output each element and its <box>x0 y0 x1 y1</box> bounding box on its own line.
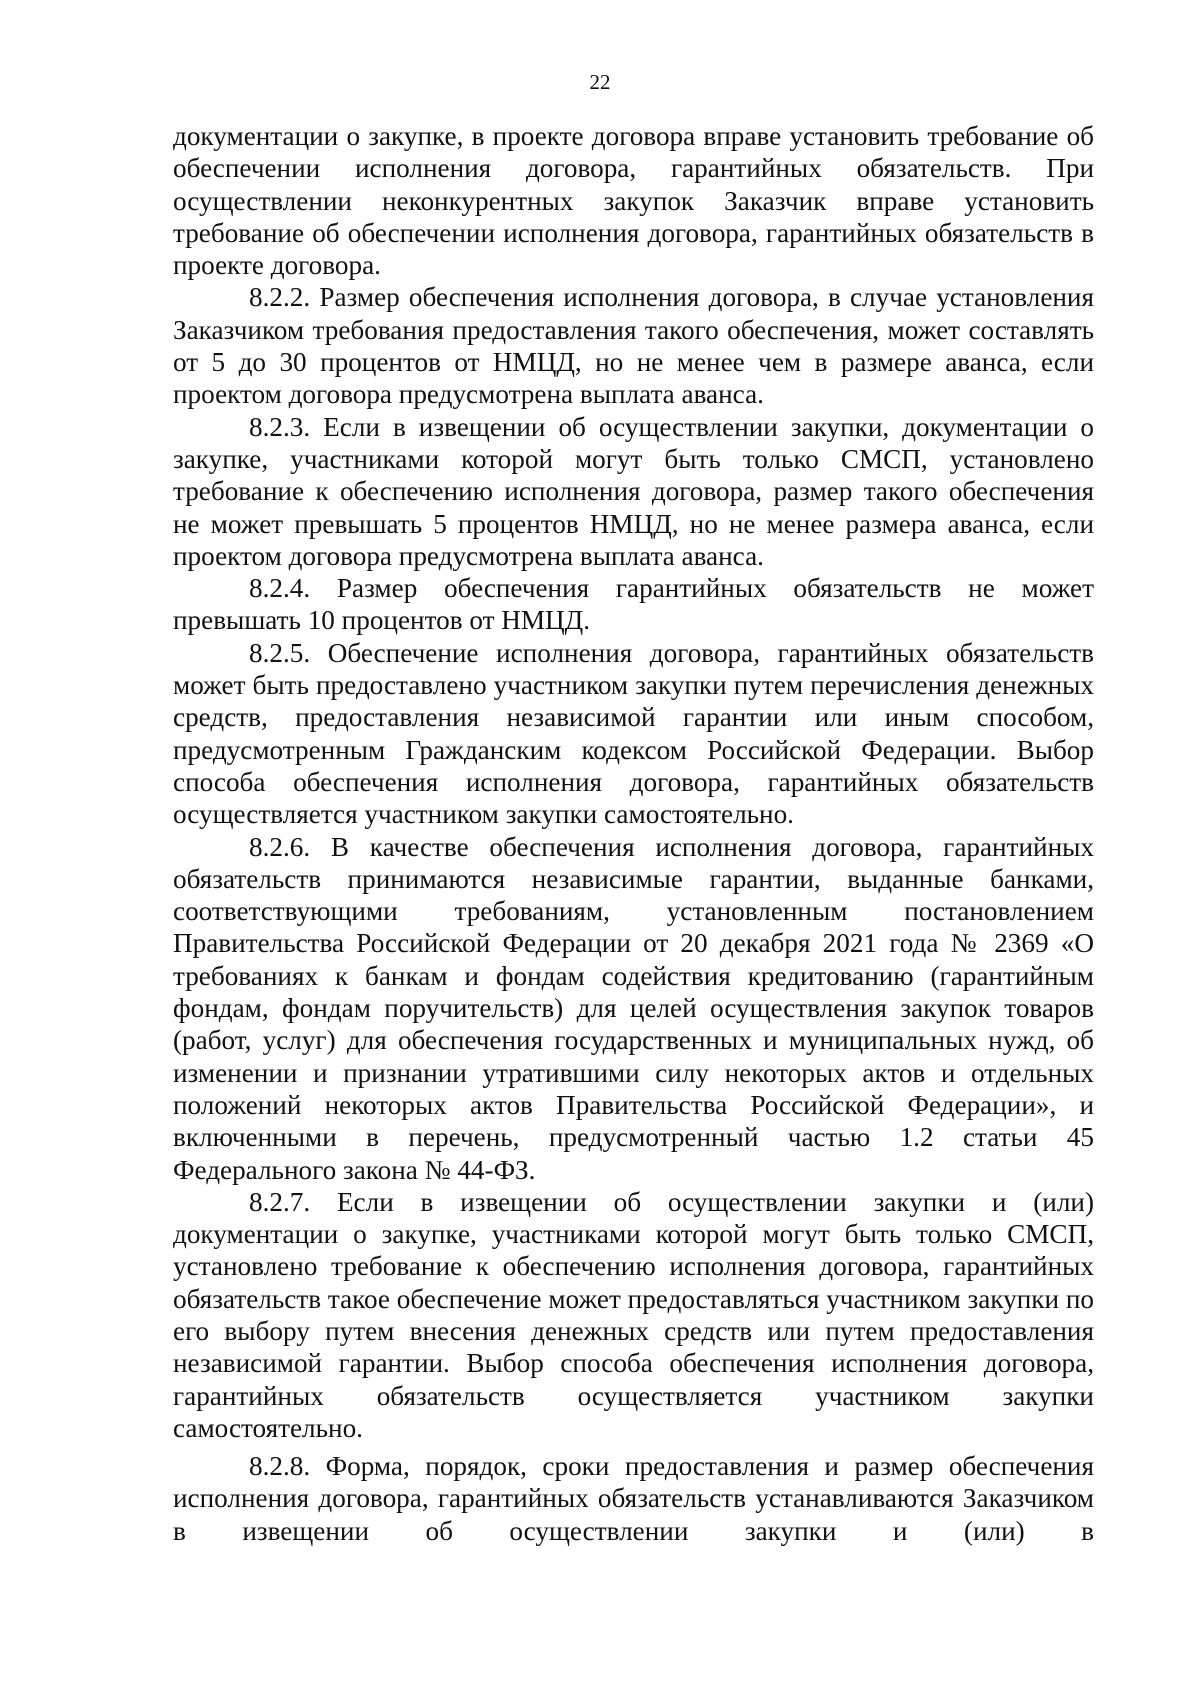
paragraph-8-2-6: 8.2.6. В качестве обеспечения исполнения договора, гарантийных обязательств принимаются независимые гарантии, выданные банками, соответствующими требованиям, установленным постановлением Правительства Российской Федерации от 20 декабря 2021 года № 2369 «О требованиях к банкам и фондам содействия кредитованию (гарантийным фондам, фондам поручительств) для целей осуществления закупок товаров (работ, услуг) для обеспечения государственных и муниципальных нужд, об изменении и признании утратившими силу некоторых актов и отдельных положений некоторых актов Правительства Российской Федерации», и включенными в перечень, предусмотренный частью 1.2 статьи 45 Федерального закона № 44-ФЗ. <box>173 831 1094 1185</box>
document-body <box>173 120 1094 1547</box>
paragraph-8-2-3: 8.2.3. Если в извещении об осуществлении закупки, документации о закупке, участниками которой могут быть только СМСП, установлено требование к обеспечению исполнения договора, размер такого обеспечения не может превышать 5 процентов НМЦД, но не менее размера аванса, если проектом договора предусмотрена выплата аванса. <box>173 411 1094 571</box>
page-number: 22 <box>589 70 611 94</box>
paragraph-8-2-7: 8.2.7. Если в извещении об осуществлении закупки и (или) документации о закупке, участниками которой могут быть только СМСП, установлено требование к обеспечению исполнения договора, гарантийных обязательств такое обеспечение может предоставляться участником закупки по его выбору путем внесения денежных средств или путем предоставления независимой гарантии. Выбор способа обеспечения исполнения договора, гарантийных обязательств осуществляется участником закупки самостоятельно. <box>173 1186 1094 1443</box>
paragraph-8-2-5: 8.2.5. Обеспечение исполнения договора, гарантийных обязательств может быть предоставлено участником закупки путем перечисления денежных средств, предоставления независимой гарантии или иным способом, предусмотренным Гражданским кодексом Российской Федерации. Выбор способа обеспечения исполнения договора, гарантийных обязательств осуществляется участником закупки самостоятельно. <box>173 637 1094 830</box>
paragraph-continuation: документации о закупке, в проекте договора вправе установить требование об обеспечении исполнения договора, гарантийных обязательств. При осуществлении неконкурентных закупок Заказчик вправе установить требование об обеспечении исполнения договора, гарантийных обязательств в проекте договора. <box>173 121 1094 281</box>
paragraph-8-2-4: 8.2.4. Размер обеспечения гарантийных обязательств не может превышать 10 процентов от НМЦД. <box>173 573 1094 636</box>
paragraph-8-2-2: 8.2.2. Размер обеспечения исполнения договора, в случае установления Заказчиком требования предоставления такого обеспечения, может составлять от 5 до 30 процентов от НМЦД, но не менее чем в размере аванса, если проектом договора предусмотрена выплата аванса. <box>173 282 1094 410</box>
paragraph-8-2-8: 8.2.8. Форма, порядок, сроки предоставления и размер обеспечения исполнения договора, гарантийных обязательств устанавливаются Заказчиком в извещении об осуществлении закупки и (или) в <box>173 1451 1094 1546</box>
